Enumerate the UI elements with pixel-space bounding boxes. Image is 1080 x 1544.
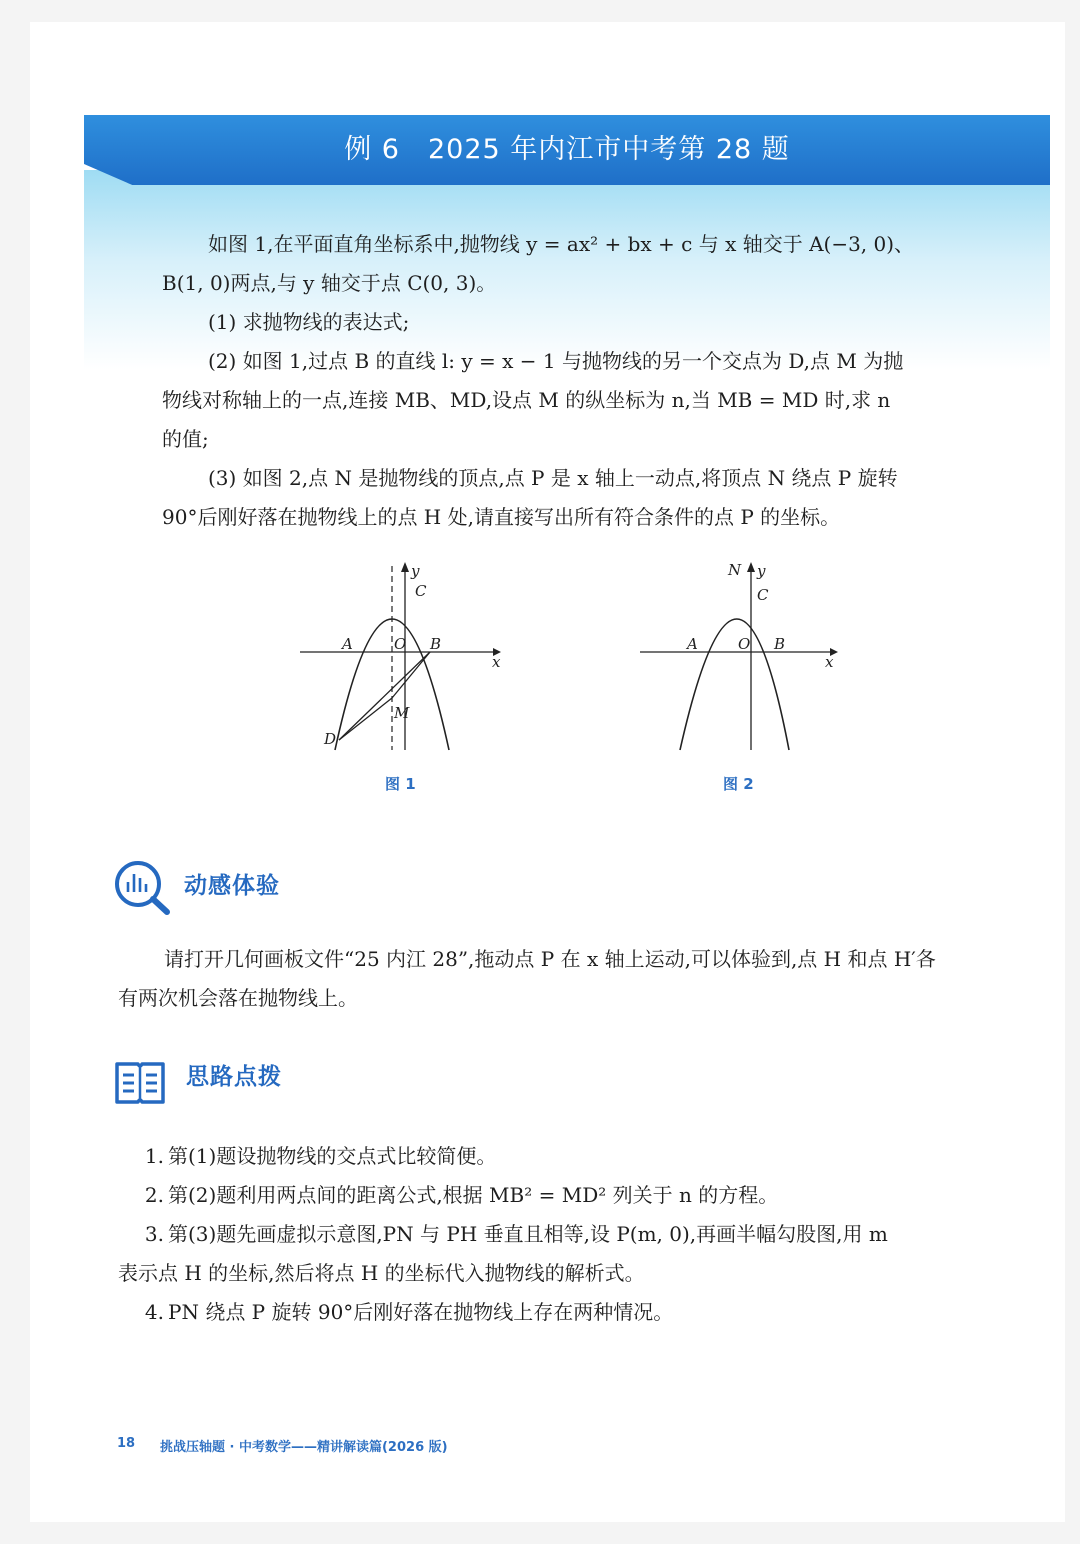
hint-text: 第(1)题设抛物线的交点式比较简便。 bbox=[168, 1144, 497, 1168]
page-number: 18 bbox=[117, 1436, 136, 1451]
fig1-label-D: D bbox=[324, 730, 337, 748]
hint-number: 2. bbox=[144, 1183, 164, 1207]
hint-text: 第(3)题先画虚拟示意图,PN 与 PH 垂直且相等,设 P(m, 0),再画半幅勾股图,用 m bbox=[168, 1222, 888, 1246]
fig1-label-x: x bbox=[492, 653, 501, 671]
question-3-line-1: (3) 如图 2,点 N 是抛物线的顶点,点 P 是 x 轴上一动点,将顶点 N 绕点 P 旋转 bbox=[208, 466, 898, 490]
hint-item-2 bbox=[118, 1176, 1023, 1215]
book-title: 挑战压轴题 · 中考数学——精讲解读篇(2026 版) bbox=[160, 1440, 448, 1455]
figure-1 bbox=[295, 560, 505, 760]
hint-number: 3. bbox=[144, 1222, 164, 1246]
fig2-label-C: C bbox=[757, 586, 769, 604]
fig1-label-C: C bbox=[415, 582, 427, 600]
question-3-line-2: 90°后刚好落在抛物线上的点 H 处,请直接写出所有符合条件的点 P 的坐标。 bbox=[162, 505, 841, 529]
open-book-icon bbox=[114, 1058, 166, 1106]
question-2-line-1: (2) 如图 1,过点 B 的直线 l: y = x − 1 与抛物线的另一个交点为 D,点 M 为抛 bbox=[208, 349, 904, 373]
fig1-label-M: M bbox=[394, 704, 410, 722]
hint-item-4 bbox=[118, 1293, 1023, 1332]
example-source: 2025 年内江市中考第 28 题 bbox=[427, 134, 790, 165]
fig1-line-l bbox=[339, 652, 430, 740]
figure-2-caption: 图 2 bbox=[723, 775, 754, 793]
chart-magnifier-icon bbox=[112, 858, 174, 916]
fig1-segment-MB bbox=[392, 652, 430, 698]
fig2-y-arrow bbox=[747, 562, 755, 572]
hints-section-title: 思路点拨 bbox=[186, 1064, 282, 1090]
hint-number: 1. bbox=[144, 1144, 164, 1168]
question-2-line-3: 的值; bbox=[162, 427, 209, 451]
fig1-y-arrow bbox=[401, 562, 409, 572]
fig2-label-y: y bbox=[757, 562, 766, 580]
hint-item-3-continued bbox=[118, 1254, 1023, 1293]
question-2-line-2: 物线对称轴上的一点,连接 MB、MD,设点 M 的纵坐标为 n,当 MB = MD 时,求 n bbox=[162, 388, 891, 412]
problem-intro-line-2: B(1, 0)两点,与 y 轴交于点 C(0, 3)。 bbox=[162, 271, 497, 295]
question-1: (1) 求抛物线的表达式; bbox=[208, 310, 410, 334]
fig1-label-y: y bbox=[411, 562, 420, 580]
fig2-label-x: x bbox=[825, 653, 834, 671]
example-title bbox=[84, 130, 1050, 170]
hint-item-1 bbox=[118, 1137, 1023, 1176]
problem-intro-line-1: 如图 1,在平面直角坐标系中,抛物线 y = ax² + bx + c 与 x 轴交于 A(−3, 0)、 bbox=[208, 232, 915, 256]
fig1-label-B: B bbox=[430, 635, 442, 653]
fig1-label-O: O bbox=[394, 635, 407, 653]
dynamic-text-line-1: 请打开几何画板文件“25 内江 28”,拖动点 P 在 x 轴上运动,可以体验到,点 H 和点 H′各 bbox=[164, 947, 936, 971]
fig1-label-A: A bbox=[342, 635, 353, 653]
hint-number: 4. bbox=[144, 1300, 164, 1324]
hint-text: PN 绕点 P 旋转 90°后刚好落在抛物线上存在两种情况。 bbox=[168, 1300, 674, 1324]
fig2-label-O: O bbox=[738, 635, 751, 653]
hint-text: 第(2)题利用两点间的距离公式,根据 MB² = MD² 列关于 n 的方程。 bbox=[168, 1183, 779, 1207]
figure-1-caption: 图 1 bbox=[385, 775, 416, 793]
fig2-label-A: A bbox=[687, 635, 698, 653]
figure-2 bbox=[635, 560, 845, 760]
hint-text: 表示点 H 的坐标,然后将点 H 的坐标代入抛物线的解析式。 bbox=[118, 1261, 645, 1285]
dynamic-text-line-2: 有两次机会落在抛物线上。 bbox=[118, 986, 358, 1010]
hint-item-3 bbox=[118, 1215, 1023, 1254]
fig2-label-B: B bbox=[774, 635, 786, 653]
fig2-label-N: N bbox=[728, 561, 742, 579]
dynamic-section-title: 动感体验 bbox=[184, 873, 280, 899]
fig1-segment-MD bbox=[339, 698, 392, 740]
example-label: 例 6 bbox=[344, 134, 400, 165]
